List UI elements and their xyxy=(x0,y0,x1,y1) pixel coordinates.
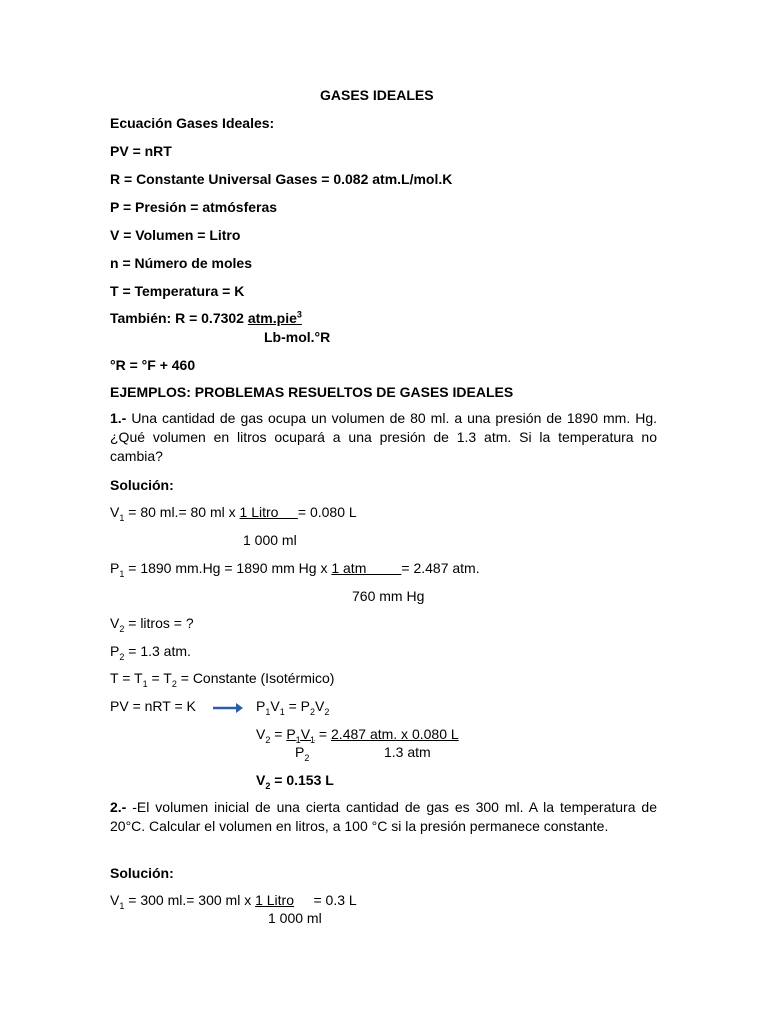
problem-1-solution-label: Solución: xyxy=(110,477,174,493)
r-alt-line xyxy=(110,309,302,327)
examples-heading: EJEMPLOS: PROBLEMAS RESUELTOS DE GASES IDEALES xyxy=(110,384,514,400)
moles-definition: n = Número de moles xyxy=(110,255,252,271)
temperature-constant: $T = T_1 = T_2$ = Constante (Isotérmico) xyxy=(110,670,335,689)
p1-conversion: $P_1 = 1890$ mm.Hg = 1890 mm Hg x 1 atm = 2.487 atm. xyxy=(110,560,480,579)
problem-2-solution-label: Solución: xyxy=(110,865,174,881)
right-arrow-icon xyxy=(212,702,244,714)
r-alt-denominator: Lb-mol.°R xyxy=(264,329,331,345)
page-title: GASES IDEALES xyxy=(320,87,434,103)
ideal-gas-equation: PV = nRT xyxy=(110,143,172,159)
pv-constant: PV = nRT = K xyxy=(110,698,196,714)
pressure-definition: P = Presión = atmósferas xyxy=(110,199,278,215)
v2-calc-den-p2: $P_2$ xyxy=(295,744,310,763)
v2-result: $V_2 = 0.153$ L xyxy=(256,772,334,791)
p1-denominator: 760 mm Hg xyxy=(352,588,425,604)
volume-definition: V = Volumen = Litro xyxy=(110,227,241,243)
p2-v1-conversion: $V_1 = 300$ ml.= 300 ml x 1 Litro = 0.3 L xyxy=(110,892,357,911)
p2-v1-denominator: 1 000 ml xyxy=(268,910,322,926)
temperature-definition: T = Temperatura = K xyxy=(110,283,245,299)
problem-1-text: Una cantidad de gas ocupa un volumen de 80 ml. a una presión de 1890 mm. Hg. ¿Qué volumen en litros ocupará a una presión de 1.3 atm. Si la temperatura no cambia? xyxy=(110,410,657,464)
v2-calc-den-atm: 1.3 atm xyxy=(384,744,431,760)
r-constant-line: R = Constante Universal Gases = 0.082 atm.L/mol.K xyxy=(110,171,453,187)
problem-2-text: -El volumen inicial de una cierta cantidad de gas es 300 ml. A la temperatura de 20°C. Calcular el volumen en litros, a 100 °C si la presión permanece constante. xyxy=(110,799,657,834)
v1-conversion: $V_1 = 80$ ml.= 80 ml x 1 Litro = 0.080 L xyxy=(110,504,357,523)
equation-heading: Ecuación Gases Ideales: xyxy=(110,115,275,131)
problem-1-statement xyxy=(110,409,657,466)
rankine-conversion: °R = °F + 460 xyxy=(110,357,196,373)
p2-value: $P_2 = 1.3$ atm. xyxy=(110,643,191,662)
v2-calculation: $V_2 = P_1V_1 = 2.487$ atm. x 0.080 L xyxy=(256,726,459,745)
v1-denominator: 1 000 ml xyxy=(243,532,297,548)
problem-2-number: 2.- xyxy=(110,799,127,815)
problem-2-statement xyxy=(110,798,657,836)
problem-1-number: 1.- xyxy=(110,410,127,426)
r-alt-numerator: atm.pie$^3$ xyxy=(247,309,302,326)
r-alt-prefix: También: R = 0.7302 xyxy=(110,310,248,326)
boyle-law: $P_1V_1 = P_2V_2$ xyxy=(256,698,330,717)
v2-unknown: $V_2$ = litros = ? xyxy=(110,615,194,634)
